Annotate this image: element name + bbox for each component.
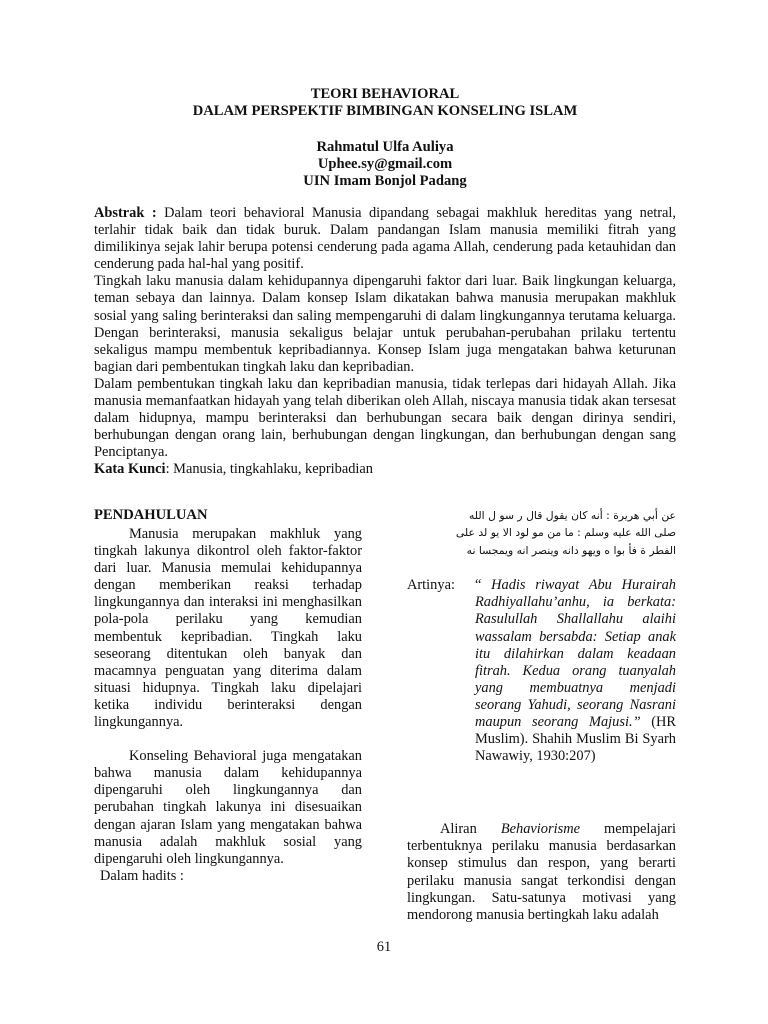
abstract-paragraph-2: Tingkah laku manusia dalam kehidupannya dipengaruhi faktor dari luar. Baik lingkungan keluarga, teman sebaya dan lainnya. Dalam konsep Islam dikatakan bahwa manusia merupakan makhluk sosial yang saling berinteraksi dan saling mempengaruhi di dalam lingkungannya terutama keluarga. Dengan berinteraksi, manusia sekaligus belajar untuk perubahan-perubahan prilaku tertentu sekaligus mampu membentuk kepribadiannya. Konsep Islam juga mengatakan bahwa keturunan bagian dari pembentukan tingkah laku dan kepribadian.: [94, 273, 676, 375]
aliran-paragraph: [407, 821, 676, 924]
quote-text: Hadis riwayat Abu Hurairah Radhiyallahu’anhu, ia berkata: Rasulullah Shallallahu alaihi wassalam bersabda: Setiap anak itu dilahirkan dalam keadaan fitrah. Kedua orang tuanyalah yang membuatnya menjadi seorang Yahudi, seorang Nasrani maupun seorang Majusi.”: [475, 577, 676, 730]
aliran-term: Behaviorisme: [500, 821, 580, 838]
hadits-intro: Dalam hadits :: [100, 867, 184, 884]
artinya-label: Artinya:: [407, 577, 455, 594]
keywords-line: [94, 461, 676, 478]
section-heading-pendahuluan: PENDAHULUAN: [94, 507, 208, 523]
arabic-line-1: عن أبي هريرة : أنه كان يقول قال ر سو ل الله: [469, 509, 676, 522]
abstract-paragraph-3: Dalam pembentukan tingkah laku dan kepribadian manusia, tidak terlepas dari hidayah Allah. Jika manusia memanfaatkan hidayah yang telah diberikan oleh Allah, niscaya manusia tidak akan tersesat dalam hidupnya, mampu berinteraksi dan berhubungan secara baik dengan dirinya sendiri, berhubungan dengan orang lain, berhubungan dengan lingkungan, dan berhubungan dengan sang Penciptanya.: [94, 375, 676, 461]
translation-quote: [475, 577, 676, 765]
abstract-section: [94, 205, 676, 479]
arabic-line-2: صلى الله عليه وسلم : ما من مو لود الا يو لد على: [455, 526, 676, 540]
abstract-paragraph-1: [94, 205, 676, 273]
author-email: Uphee.sy@gmail.com: [317, 156, 453, 172]
abstract-text-1: Dalam teori behavioral Manusia dipandang sebagai makhluk hereditas yang netral, terlahir tidak baik dan tidak buruk. Dalam pandangan Islam manusia memiliki fitrah yang dimilikinya sejak lahir berupa potensi cenderung pada agama Allah, cenderung pada ketauhidan dan cenderung pada hal-hal yang positif.: [94, 205, 676, 273]
paper-title: [94, 86, 676, 120]
author-affiliation: UIN Imam Bonjol Padang: [303, 173, 467, 189]
left-column: [94, 507, 362, 885]
translation-block: [407, 577, 676, 804]
intro-paragraph-2: Konseling Behavioral juga mengatakan bahwa manusia dalam kehidupannya dipengaruhi oleh lingkungannya dan perubahan tingkah lakunya ini disesuaikan dengan ajaran Islam yang mengatakan bahwa manusia adalah makhluk sosial yang dipengaruhi oleh lingkungannya.: [94, 748, 362, 867]
author-name: Rahmatul Ulfa Auliya: [316, 139, 454, 155]
title-line-2: DALAM PERSPEKTIF BIMBINGAN KONSELING ISLAM: [192, 103, 578, 119]
intro-paragraph-1: Manusia merupakan makhluk yang tingkah lakunya dikontrol oleh faktor-faktor dari luar. Manusia memulai kehidupannya dengan memberikan reaksi terhadap lingkungannya dan interaksi ini menghasilkan pola-pola perilaku yang kemudian membentuk kepribadian. Tingkah laku seseorang ditentukan oleh banyak dan macamnya penguatan yang diterima dalam situasi hidupnya. Tingkah laku dipelajari ketika individu berinteraksi dengan lingkungannya.: [94, 526, 362, 731]
quote-source: (HR Muslim). Shahih Muslim Bi Syarh Nawawiy, 1930:207): [475, 713, 676, 765]
right-column: [407, 507, 676, 938]
aliran-post: mempelajari terbentuknya perilaku manusia berdasarkan konsep stimulus dan respon, yang berarti perilaku manusia sangat terkondisi dengan lingkungan. Satu-satunya motivasi yang mendorong manusia bertingkah laku adalah: [407, 821, 676, 923]
arabic-hadith: [407, 507, 676, 559]
title-line-1: TEORI BEHAVIORAL: [310, 86, 460, 102]
quote-open: “: [475, 577, 492, 594]
aliran-pre: Aliran: [440, 821, 501, 838]
keywords-text: : Manusia, tingkahlaku, kepribadian: [165, 461, 373, 478]
author-block: [94, 139, 676, 190]
arabic-line-3: الفطر ة فأ بوا ه ويهو دانه وينصر انه ويمجسا نه: [466, 543, 676, 557]
keywords-label: Kata Kunci: [94, 461, 166, 478]
page-number: 61: [376, 939, 392, 955]
abstract-label: Abstrak :: [94, 205, 157, 221]
